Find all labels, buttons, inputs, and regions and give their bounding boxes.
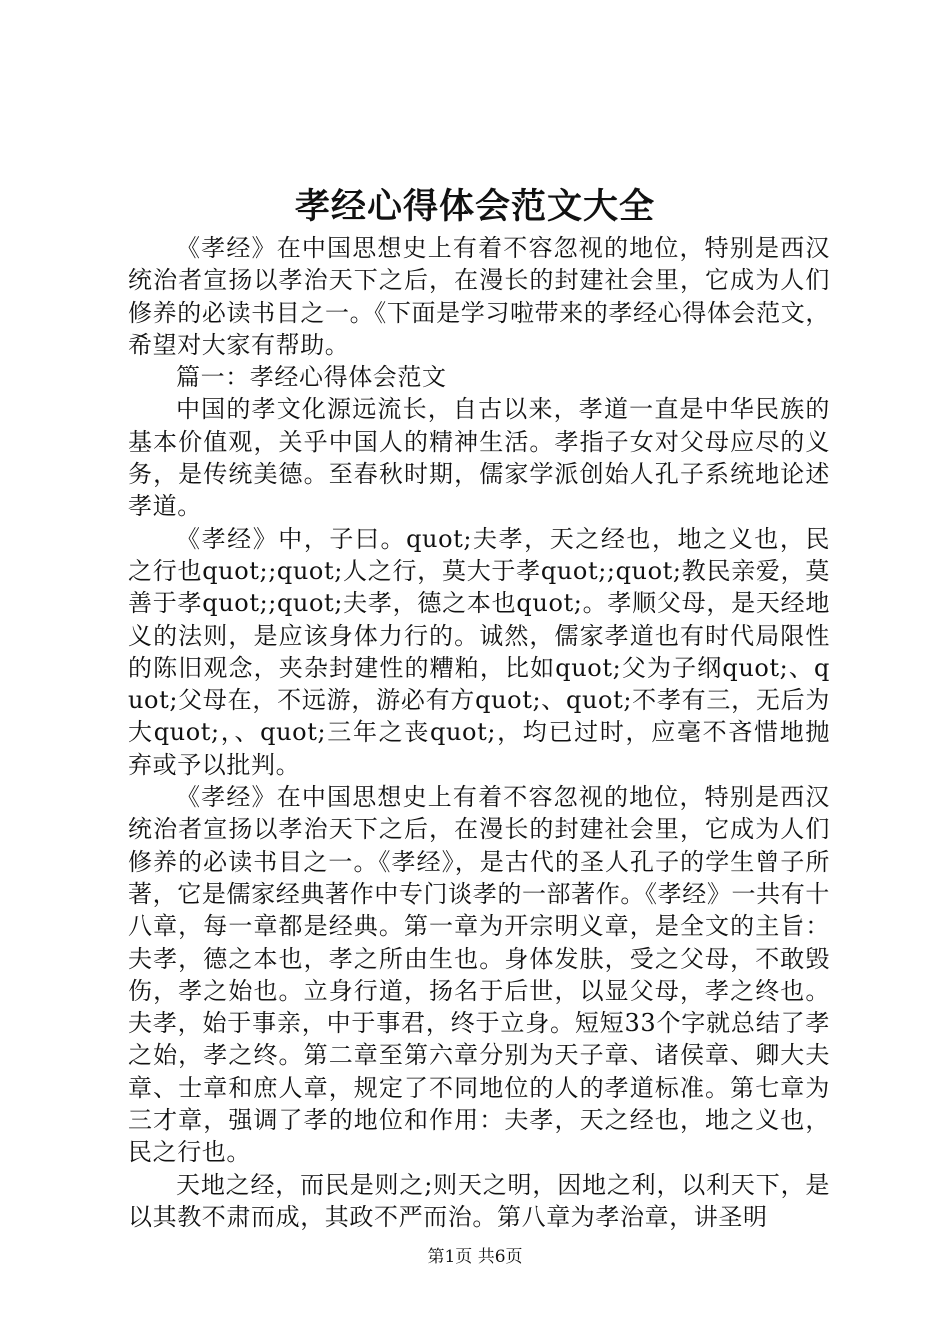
paragraph-intro: 《孝经》在中国思想史上有着不容忽视的地位，特别是西汉统治者宣扬以孝治天下之后，在漫长的封建社会里，它成为人们修养的必读书目之一。《下面是学习啦带来的孝经心得体会范文，希望对大家有帮助。 [128, 234, 830, 359]
document-body [128, 232, 830, 1233]
paragraph-filial-culture: 中国的孝文化源远流长，自古以来，孝道一直是中华民族的基本价值观，关乎中国人的精神生活。孝指子女对父母应尽的义务，是传统美德。至春秋时期，儒家学派创始人孔子系统地论述孝道。 [128, 395, 830, 521]
page-footer: 第1页 共6页 [427, 1247, 523, 1267]
paragraph-section-heading: 篇一：孝经心得体会范文 [176, 363, 447, 392]
paragraph-xiaojing-chapters: 《孝经》在中国思想史上有着不容忽视的地位，特别是西汉统治者宣扬以孝治天下之后，在漫长的封建社会里，它成为人们修养的必读书目之一。《孝经》，是古代的圣人孔子的学生曾子所著，它是儒家经典著作中专门谈孝的一部著作。《孝经》一共有十八章，每一章都是经典。第一章为开宗明义章，是全文的主旨：夫孝，德之本也，孝之所由生也。身体发肤，受之父母，不敢毁伤，孝之始也。立身行道，扬名于后世，以显父母，孝之终也。夫孝，始于事亲，中于事君，终于立身。短短33个字就总结了孝之始，孝之终。第二章至第六章分别为天子章、诸侯章、卿大夫章、士章和庶人章，规定了不同地位的人的孝道标准。第七章为三才章，强调了孝的地位和作用：夫孝，天之经也，地之义也，民之行也。 [128, 783, 830, 1167]
paragraph-confucius-quotes: 《孝经》中，子曰。quot;夫孝，天之经也，地之义也，民之行也quot;;quot;人之行，莫大于孝quot;;quot;教民亲爱，莫善于孝quot;;quot;夫孝，德之本也quot;。孝顺父母，是天经地义的法则，是应该身体力行的。诚然，儒家孝道也有时代局限性的陈旧观念，夹杂封建性的糟粕，比如quot;父为子纲quot;、quot;父母在，不远游，游必有方quot;、quot;不孝有三，无后为大quot;，、quot;三年之丧quot;，均已过时，应毫不吝惜地抛弃或予以批判。 [128, 524, 830, 779]
paragraph-heaven-earth: 天地之经，而民是则之;则天之明，因地之利，以利天下，是以其教不肃而成，其政不严而治。第八章为孝治章，讲圣明 [128, 1170, 830, 1231]
document-title: 孝经心得体会范文大全 [294, 187, 655, 227]
